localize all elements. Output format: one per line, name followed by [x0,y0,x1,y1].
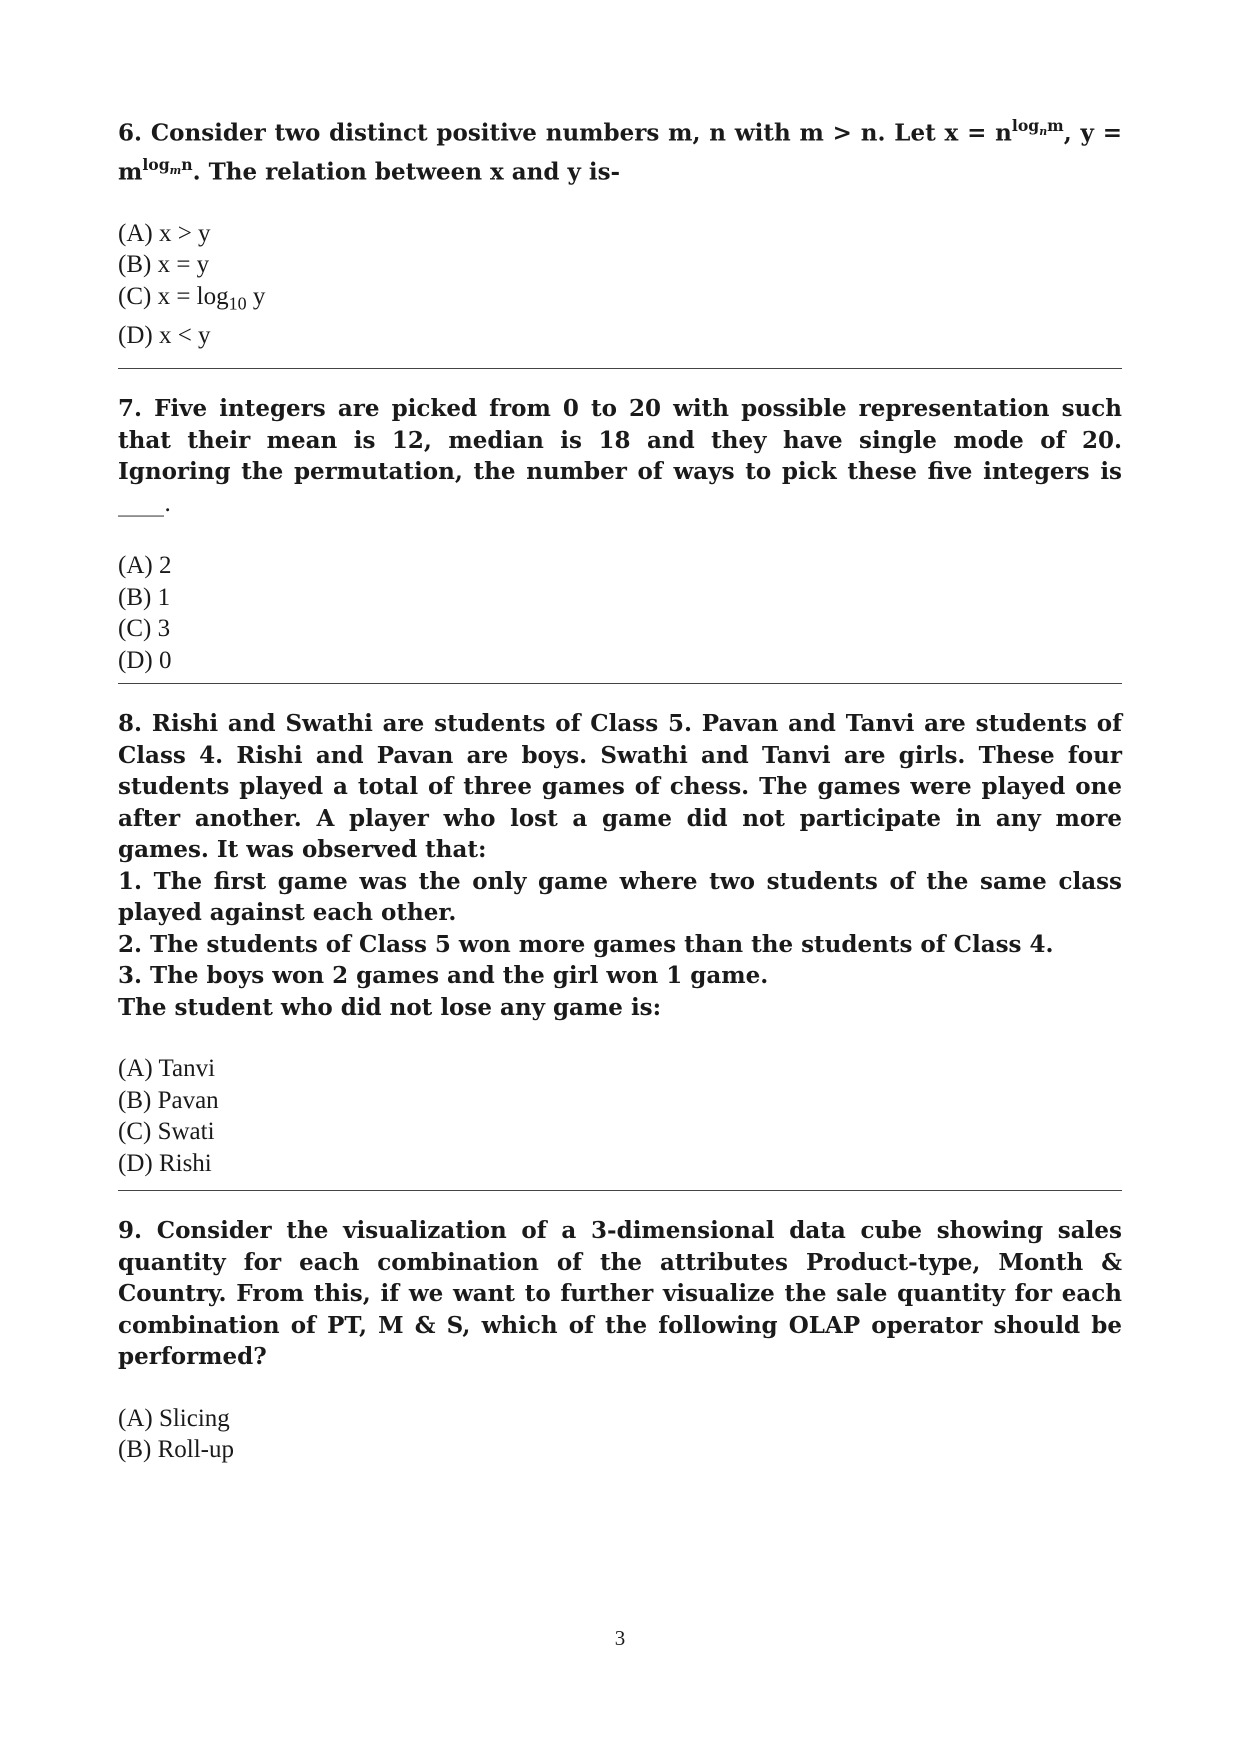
question-6-options [118,218,1122,351]
question-7 [118,369,1122,683]
option-b: (B) 1 [118,583,171,611]
option-d: (D) Rishi [118,1149,212,1177]
question-6-stem: 6. Consider two distinct positive numbers m, n with m > n. Let $x = n^{log_nm}$, $y = m^{log_mn}$. The relation between x and y is- [118,116,1122,186]
question-8-prompt: The student who did not lose any game is: [118,993,662,1021]
option-b: (B) x = y [118,251,210,279]
question-8-condition-2: 2. The students of Class 5 won more games than the students of Class 4. [118,930,1054,958]
page-number: 3 [614,1626,626,1650]
option-d: (D) x < y [118,321,211,349]
question-number: 8. [118,710,143,737]
option-c: (C) 3 [118,615,171,642]
question-8 [118,684,1122,1190]
option-c: (C) $x = \log_{10} y$ [118,282,266,314]
question-number: 9. [118,1217,143,1244]
question-6 [118,110,1122,368]
question-8-options [118,1053,1122,1179]
option-c: (C) Swati [118,1118,215,1145]
option-b: (B) Roll-up [118,1436,234,1463]
question-7-stem: 7. Five integers are picked from 0 to 20 with possible representation such that their mean is 12, median is 18 and they have single mode of 20. Ignoring the permutation, the number of ways to pick these five integers is ____. [118,395,1122,517]
question-number: 7. [118,395,143,422]
question-7-options [118,550,1122,676]
question-8-stem: 8. Rishi and Swathi are students of Class 5. Pavan and Tanvi are students of Class 4. Rishi and Pavan are boys. Swathi and Tanvi are girls. These four students played a total of three games of chess. The games were played one after another. A player who lost a game did not participate in any more games. It was observed that: [118,710,1122,863]
option-a: (A) 2 [118,552,172,579]
option-a: (A) x > y [118,219,211,247]
question-8-condition-1: 1. The first game was the only game where two students of the same class played against each other. [118,867,1122,926]
option-a: (A) Slicing [118,1404,230,1432]
question-9-options [118,1403,1122,1466]
option-b: (B) Pavan [118,1086,219,1114]
question-9-stem: 9. Consider the visualization of a 3-dimensional data cube showing sales quantity for each combination of the attributes Product-type, Month & Country. From this, if we want to further visualize the sale quantity for each combination of PT, M & S, which of the following OLAP operator should be performed? [118,1217,1122,1370]
option-d: (D) 0 [118,646,172,674]
question-8-condition-3: 3. The boys won 2 games and the girl won 1 game. [118,962,769,989]
answer-blank: ____. [118,490,172,517]
question-9 [118,1191,1122,1466]
option-a: (A) Tanvi [118,1055,216,1082]
exam-page [118,110,1122,1466]
question-number: 6. [118,119,143,147]
